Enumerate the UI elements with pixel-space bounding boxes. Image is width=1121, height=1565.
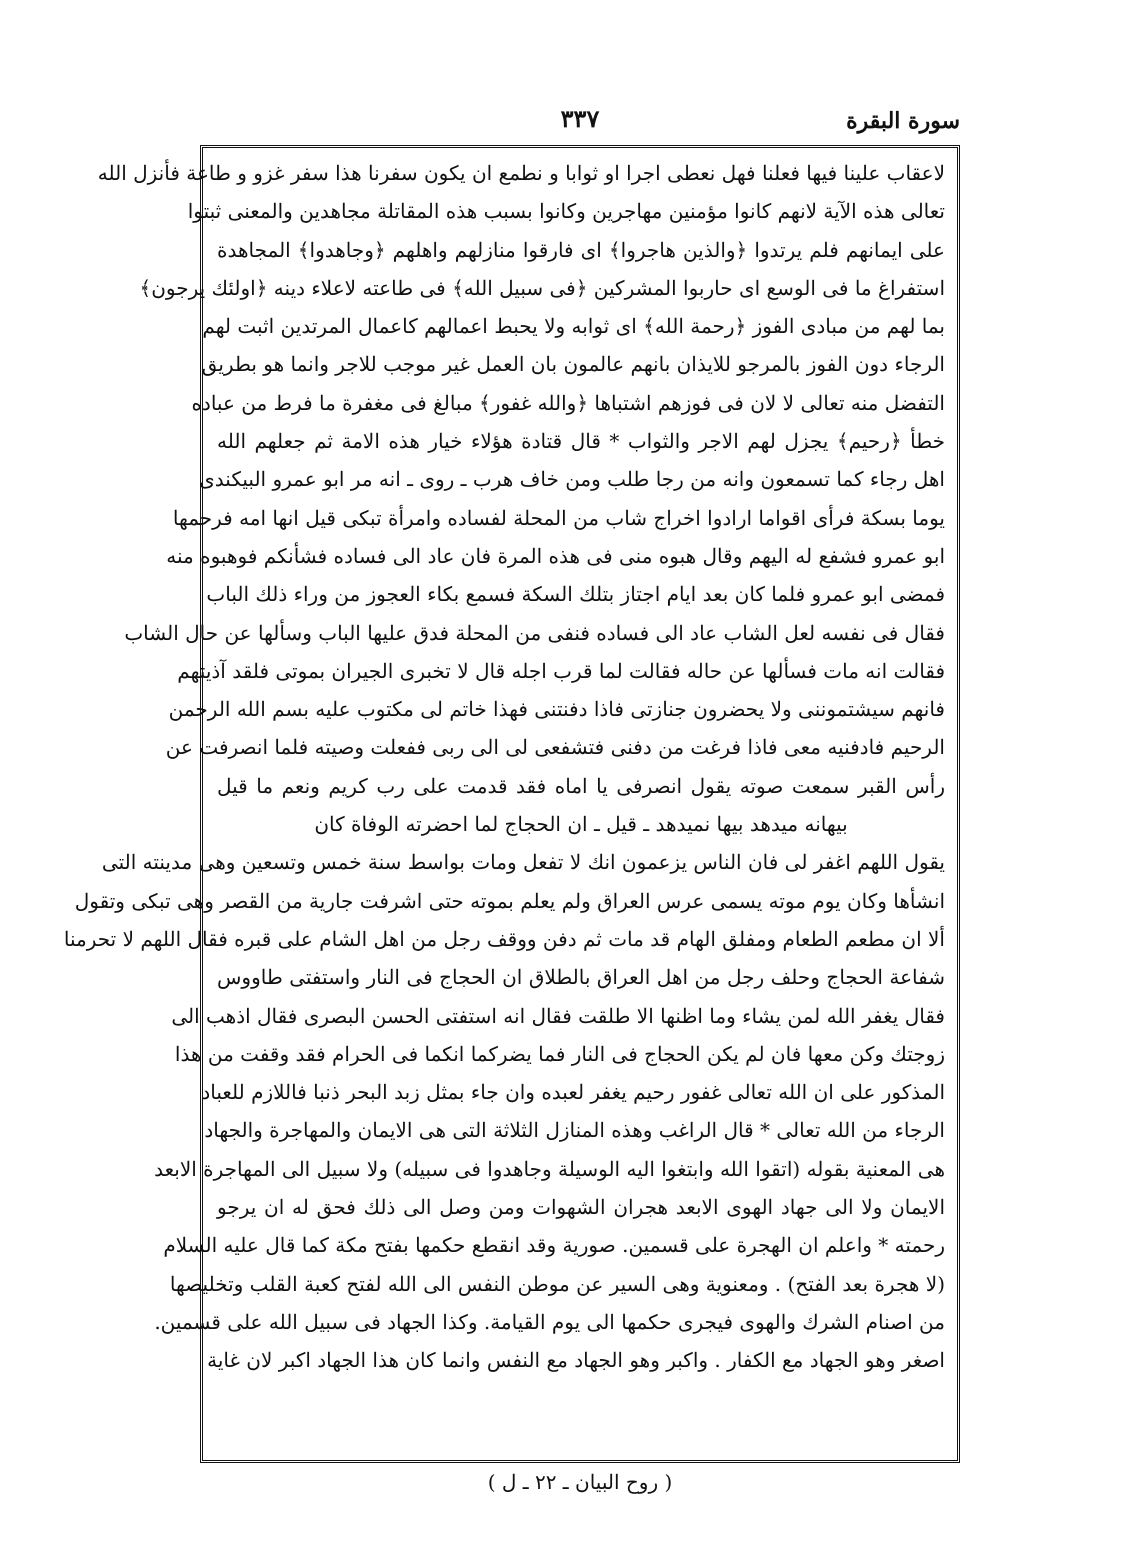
text-line: رحمته * واعلم ان الهجرة على قسمين. صورية وقد انقطع حكمها بفتح مكة كما قال عليه السلام bbox=[163, 1233, 945, 1258]
text-line: (لا هجرة بعد الفتح) . ومعنوية وهى السير عن موطن النفس الى الله لفتح كعبة القلب وتخليصها bbox=[169, 1271, 945, 1296]
text-line: ألا ان مطعم الطعام ومفلق الهام قد مات ثم دفن ووقف رجل من اهل الشام على قبره فقال اللهم لا تحرمنا bbox=[63, 926, 945, 951]
text-line: فانهم سيشتموننى ولا يحضرون جنازتى فاذا دفنتنى فهذا خاتم لى مكتوب عليه بسم الله الرحمن bbox=[168, 697, 945, 722]
text-line: الايمان ولا الى جهاد الهوى الابعد هجران الشهوات ومن وصل الى ذلك فحق له ان يرجو bbox=[217, 1195, 945, 1220]
text-line: بما لهم من مبادى الفوز ﴿رحمة الله﴾ اى ثوابه ولا يحبط اعمالهم كاعمال المرتدين اثبت لهم bbox=[202, 314, 945, 339]
text-line: رأس القبر سمعت صوته يقول انصرفى يا اماه فقد قدمت على رب كريم ونعم ما قيل bbox=[217, 773, 945, 798]
page-number: ٣٣٧ bbox=[560, 104, 600, 133]
text-line: فمضى ابو عمرو فلما كان بعد ايام اجتاز بتلك السكة فسمع بكاء العجوز من وراء ذلك الباب bbox=[206, 582, 945, 607]
text-line: التفضل منه تعالى لا لان فى فوزهم اشتباها ﴿والله غفور﴾ مبالغ فى مغفرة ما فرط من عباده bbox=[191, 390, 945, 415]
text-line: المذكور على ان الله تعالى غفور رحيم يغفر لعبده وان جاء بمثل زبد البحر ذنبا فاللازم للعباد bbox=[201, 1080, 945, 1105]
text-frame bbox=[63, 145, 960, 1463]
text-line: استفراغ ما فى الوسع اى حاربوا المشركين ﴿فى سبيل الله﴾ فى طاعته لاعلاء دينه ﴿اولئك يرجون﴾ bbox=[139, 275, 945, 300]
text-line: الرجاء من الله تعالى * قال الراغب وهذه المنازل الثلاثة التى هى الايمان والمهاجرة والجهاد bbox=[204, 1118, 945, 1143]
text-line: يقول اللهم اغفر لى فان الناس يزعمون انك لا تفعل ومات بواسط سنة خمس وتسعين وهى مدينته التى bbox=[101, 850, 945, 875]
text-line: انشأها وكان يوم موته يسمى عرس العراق ولم يعلم بموته حتى اشرفت جارية من القصر وهى تبكى وتقول bbox=[74, 888, 945, 913]
page-header bbox=[200, 100, 960, 144]
text-line: فقال يغفر الله لمن يشاء وما اظنها الا طلقت فقال انه استفتى الحسن البصرى فقال اذهب الى bbox=[171, 1003, 945, 1028]
body-text bbox=[63, 154, 945, 1454]
text-line: لاعقاب علينا فيها فعلنا فهل نعطى اجرا او ثوابا و نطمع ان يكون سفرنا هذا سفر غزو و طاعة فأنزل الله bbox=[97, 161, 945, 185]
text-line: اصغر وهو الجهاد مع الكفار . واكبر وهو الجهاد مع النفس وانما كان هذا الجهاد اكبر لان غاية bbox=[207, 1348, 945, 1373]
text-line: تعالى هذه الآية لانهم كانوا مؤمنين مهاجرين وكانوا بسبب هذه المقاتلة مجاهدين والمعنى ثبتوا bbox=[187, 199, 945, 224]
text-line: هى المعنية بقوله (اتقوا الله وابتغوا اليه الوسيلة وجاهدوا فى سبيله) ولا سبيل الى المهاجرة الابعد bbox=[154, 1156, 945, 1181]
text-line: من اصنام الشرك والهوى فيجرى حكمها الى يوم القيامة. وكذا الجهاد فى سبيل الله على قسمين. bbox=[154, 1309, 945, 1334]
surah-name: سورة البقرة bbox=[846, 108, 960, 134]
text-line: بيهانه ميدهد بيها نميدهد ـ قيل ـ ان الحجاج لما احضرته الوفاة كان bbox=[314, 812, 848, 837]
text-line: على ايمانهم فلم يرتدوا ﴿والذين هاجروا﴾ اى فارقوا منازلهم واهلهم ﴿وجاهدوا﴾ المجاهدة bbox=[217, 237, 945, 262]
text-line: ابو عمرو فشفع له اليهم وقال هبوه منى فى هذه المرة فان عاد الى فساده فشأنكم فوهبوه منه bbox=[166, 543, 945, 568]
text-line: الرجاء دون الفوز بالمرجو للايذان بانهم عالمون بان العمل غير موجب للاجر وانما هو بطريق bbox=[201, 352, 945, 377]
text-line: فقال فى نفسه لعل الشاب عاد الى فساده فنفى من المحلة فدق عليها الباب وسألها عن حال الشاب bbox=[124, 620, 945, 645]
text-line: يوما بسكة فرأى اقواما ارادوا اخراج شاب من المحلة لفساده وامرأة تبكى قيل انها امه فرحمها bbox=[172, 505, 945, 530]
text-line: فقالت انه مات فسألها عن حاله فقالت لما قرب اجله قال لا تخبرى الجيران بموتى فلقد آذيتهم bbox=[177, 658, 945, 683]
text-line: شفاعة الحجاج وحلف رجل من اهل العراق بالطلاق ان الحجاج فى النار واستفتى طاووس bbox=[217, 965, 945, 990]
text-line: الرحيم فادفنيه معى فاذا فرغت من دفنى فتشفعى لى الى ربى ففعلت وصيته فلما انصرفت عن bbox=[165, 735, 945, 760]
text-line: زوجتك وكن معها فان لم يكن الحجاج فى النار فما يضركما انكما فى الحرام فقد وقفت من هذا bbox=[174, 1041, 945, 1066]
page-footer: ( روح البيان ـ ٢٢ ـ ل ) bbox=[487, 1470, 673, 1494]
text-line: اهل رجاء كما تسمعون وانه من رجا طلب ومن خاف هرب ـ روى ـ انه مر ابو عمرو البيكندى bbox=[199, 467, 945, 492]
text-line: خطأ ﴿رحيم﴾ يجزل لهم الاجر والثواب * قال قتادة هؤلاء خيار هذه الامة ثم جعلهم الله bbox=[217, 429, 945, 454]
